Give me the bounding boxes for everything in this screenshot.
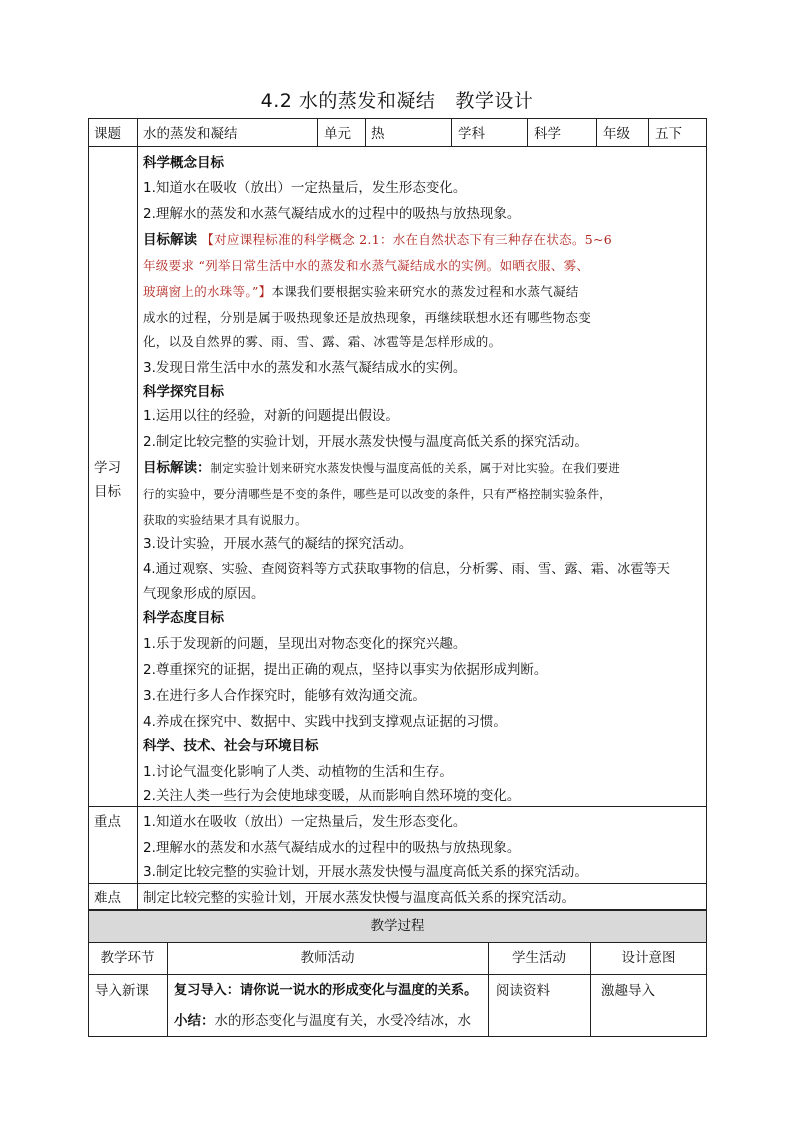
interpretation-standard: 玻璃窗上的水珠等。”】 <box>143 284 272 299</box>
key-points-label: 重点 <box>94 814 121 830</box>
process-heading: 教学过程 <box>370 918 425 934</box>
inquiry-interpretation-label: 目标解读： <box>143 460 211 476</box>
col-teacher-header: 教师活动 <box>300 950 355 966</box>
stse-item: 2.关注人类一些行为会使地球变暖，从而影响自然环境的变化。 <box>143 788 521 804</box>
attitude-item: 4.养成在探究中、数据中、实践中找到支撑观点证据的习惯。 <box>143 714 507 730</box>
design-intent-cell: 激趣导入 <box>601 983 655 999</box>
col-stage-header: 教学环节 <box>100 950 155 966</box>
stse-heading: 科学、技术、社会与环境目标 <box>143 738 319 754</box>
page-title <box>0 86 794 113</box>
col-student-header: 学生活动 <box>512 950 566 966</box>
grade-label: 年级 <box>603 126 630 142</box>
subject-label: 学科 <box>458 126 485 142</box>
inquiry-item: 气现象形成的原因。 <box>143 586 265 602</box>
interpretation-text: 成水的过程，分别是属于吸热现象还是放热现象，再继续联想水还有哪些物态变 <box>143 310 592 325</box>
inquiry-item: 4.通过观察、实验、查阅资料等方式获取事物的信息，分析雾、雨、雪、露、霜、冰雹等天 <box>143 562 670 577</box>
teacher-activity-summary: 小结：水的形态变化与温度有关，水受冷结冰，水 <box>174 1013 471 1029</box>
interpretation-standard: 年级要求 “列举日常生活中水的蒸发和水蒸气凝结成水的实例。如晒衣服、雾、 <box>143 258 590 273</box>
unit-value: 热 <box>371 126 385 142</box>
objectives-label-1: 学习 <box>94 460 121 476</box>
inquiry-interpretation-text: 获取的实验结果才具有说服力。 <box>143 513 307 527</box>
difficulty-text: 制定比较完整的实验计划，开展水蒸发快慢与温度高低关系的探究活动。 <box>143 890 575 906</box>
attitude-item: 1.乐于发现新的问题，呈现出对物态变化的探究兴趣。 <box>143 636 467 652</box>
teacher-activity-heading: 复习导入：请你说一说水的形成变化与温度的关系。 <box>174 983 478 998</box>
difficulty-label: 难点 <box>94 890 121 906</box>
stse-item: 1.讨论气温变化影响了人类、动植物的生活和生存。 <box>143 764 453 780</box>
inquiry-item: 1.运用以往的经验，对新的问题提出假设。 <box>143 408 399 424</box>
inquiry-heading: 科学探究目标 <box>143 384 224 400</box>
key-point-item: 3.制定比较完整的实验计划，开展水蒸发快慢与温度高低关系的探究活动。 <box>143 864 588 880</box>
attitude-heading: 科学态度目标 <box>143 610 224 626</box>
key-point-item: 2.理解水的蒸发和水蒸气凝结成水的过程中的吸热与放热现象。 <box>143 840 521 856</box>
summary-label: 小结： <box>174 1013 215 1029</box>
inquiry-interpretation: 目标解读：制定实验计划来研究水蒸发快慢与温度高低的关系，属于对比实验。在我们要进 <box>143 460 620 476</box>
key-point-item: 1.知道水在吸收（放出）一定热量后，发生形态变化。 <box>143 814 467 830</box>
interpretation-text: 化，以及自然界的雾、雨、雪、露、霜、冰雹等是怎样形成的。 <box>143 334 502 349</box>
interpretation-text: 本课我们要根据实验来研究水的蒸发过程和水蒸气凝结 <box>271 284 579 299</box>
subject-value: 科学 <box>534 126 561 142</box>
inquiry-item: 3.设计实验，开展水蒸气的凝结的探究活动。 <box>143 536 413 552</box>
topic-value: 水的蒸发和凝结 <box>143 126 238 142</box>
inquiry-interpretation-text: 行的实验中，要分清哪些是不变的条件，哪些是可以改变的条件，只有严格控制实验条件， <box>143 487 611 501</box>
lesson-title: 4.2 水的蒸发和凝结 <box>260 90 436 112</box>
concept-item: 1.知道水在吸收（放出）一定热量后，发生形态变化。 <box>143 180 467 196</box>
interpretation-line <box>143 284 579 300</box>
unit-label: 单元 <box>324 126 351 142</box>
col-intent-header: 设计意图 <box>621 950 676 966</box>
concept-heading: 科学概念目标 <box>143 155 224 171</box>
concept-item: 3.发现日常生活中水的蒸发和水蒸气凝结成水的实例。 <box>143 360 467 376</box>
interpretation-standard: 【对应课程标准的科学概念 2.1：水在自然状态下有三种存在状态。5~6 <box>201 232 613 247</box>
grade-value: 五下 <box>655 126 682 142</box>
student-activity-cell: 阅读资料 <box>496 983 550 999</box>
attitude-item: 3.在进行多人合作探究时，能够有效沟通交流。 <box>143 688 426 704</box>
doc-type: 教学设计 <box>455 90 534 112</box>
inquiry-item: 2.制定比较完整的实验计划，开展水蒸发快慢与温度高低关系的探究活动。 <box>143 434 588 450</box>
stage-cell: 导入新课 <box>95 983 149 999</box>
topic-label: 课题 <box>94 126 121 142</box>
interpretation-label: 目标解读 <box>143 232 197 248</box>
interpretation-line <box>143 232 612 248</box>
attitude-item: 2.尊重探究的证据，提出正确的观点，坚持以事实为依据形成判断。 <box>143 662 548 678</box>
objectives-label-2: 目标 <box>94 484 121 500</box>
concept-item: 2.理解水的蒸发和水蒸气凝结成水的过程中的吸热与放热现象。 <box>143 206 521 222</box>
